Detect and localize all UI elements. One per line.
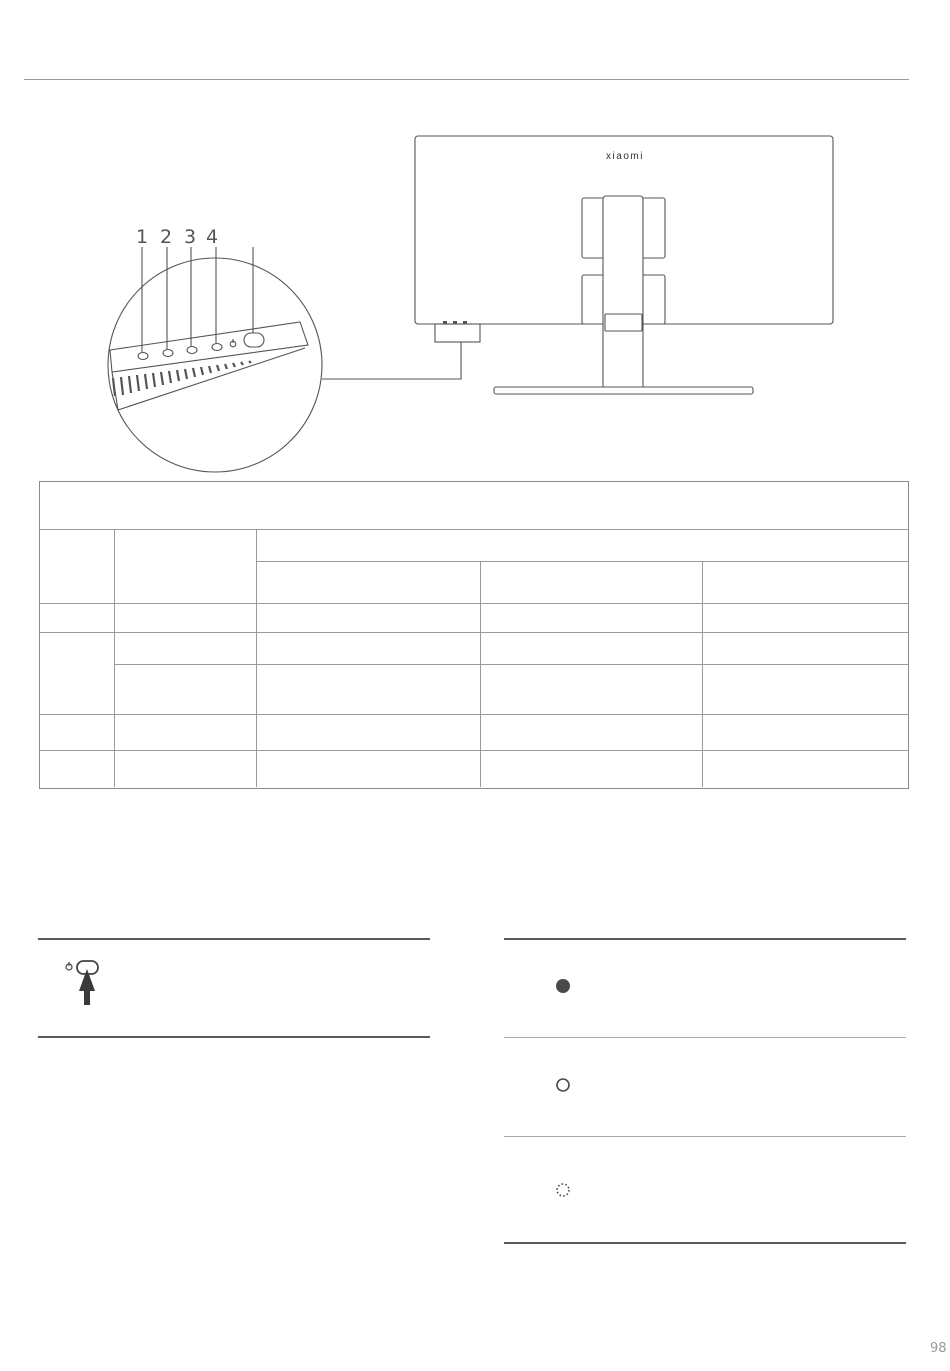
button-number-3: 3	[184, 226, 197, 248]
power-button-icon	[60, 955, 105, 1010]
table-row-divider	[39, 603, 908, 604]
solid-dot-icon	[555, 978, 571, 994]
power-section-bottom-rule	[38, 1036, 430, 1038]
button-number-4: 4	[206, 226, 219, 248]
indicator-divider	[504, 1136, 906, 1137]
table-col-divider	[114, 529, 115, 787]
button-number-1: 1	[136, 226, 149, 248]
top-divider	[24, 79, 909, 80]
brand-label: xiaomi	[606, 151, 644, 162]
hollow-circle-icon	[555, 1077, 571, 1093]
button-panel	[110, 322, 308, 372]
table-row-divider	[39, 750, 908, 751]
button-function-table	[39, 481, 909, 789]
button-number-2: 2	[160, 226, 173, 248]
indicator-divider	[504, 1037, 906, 1038]
table-col-divider	[256, 529, 257, 787]
indicator-section-top-rule	[504, 938, 906, 940]
table-row-divider	[115, 664, 908, 665]
table-row-divider	[39, 632, 908, 633]
table-row-divider	[39, 714, 908, 715]
table-col-divider	[702, 561, 703, 787]
table-col-divider	[480, 561, 481, 787]
monitor-illustration	[0, 120, 950, 490]
power-section-top-rule	[38, 938, 430, 940]
page-number: 98	[930, 1341, 947, 1356]
dotted-circle-icon	[554, 1181, 572, 1199]
indicator-section-bottom-rule	[504, 1242, 906, 1244]
table-row-divider	[39, 529, 908, 530]
table-row-divider	[257, 561, 908, 562]
